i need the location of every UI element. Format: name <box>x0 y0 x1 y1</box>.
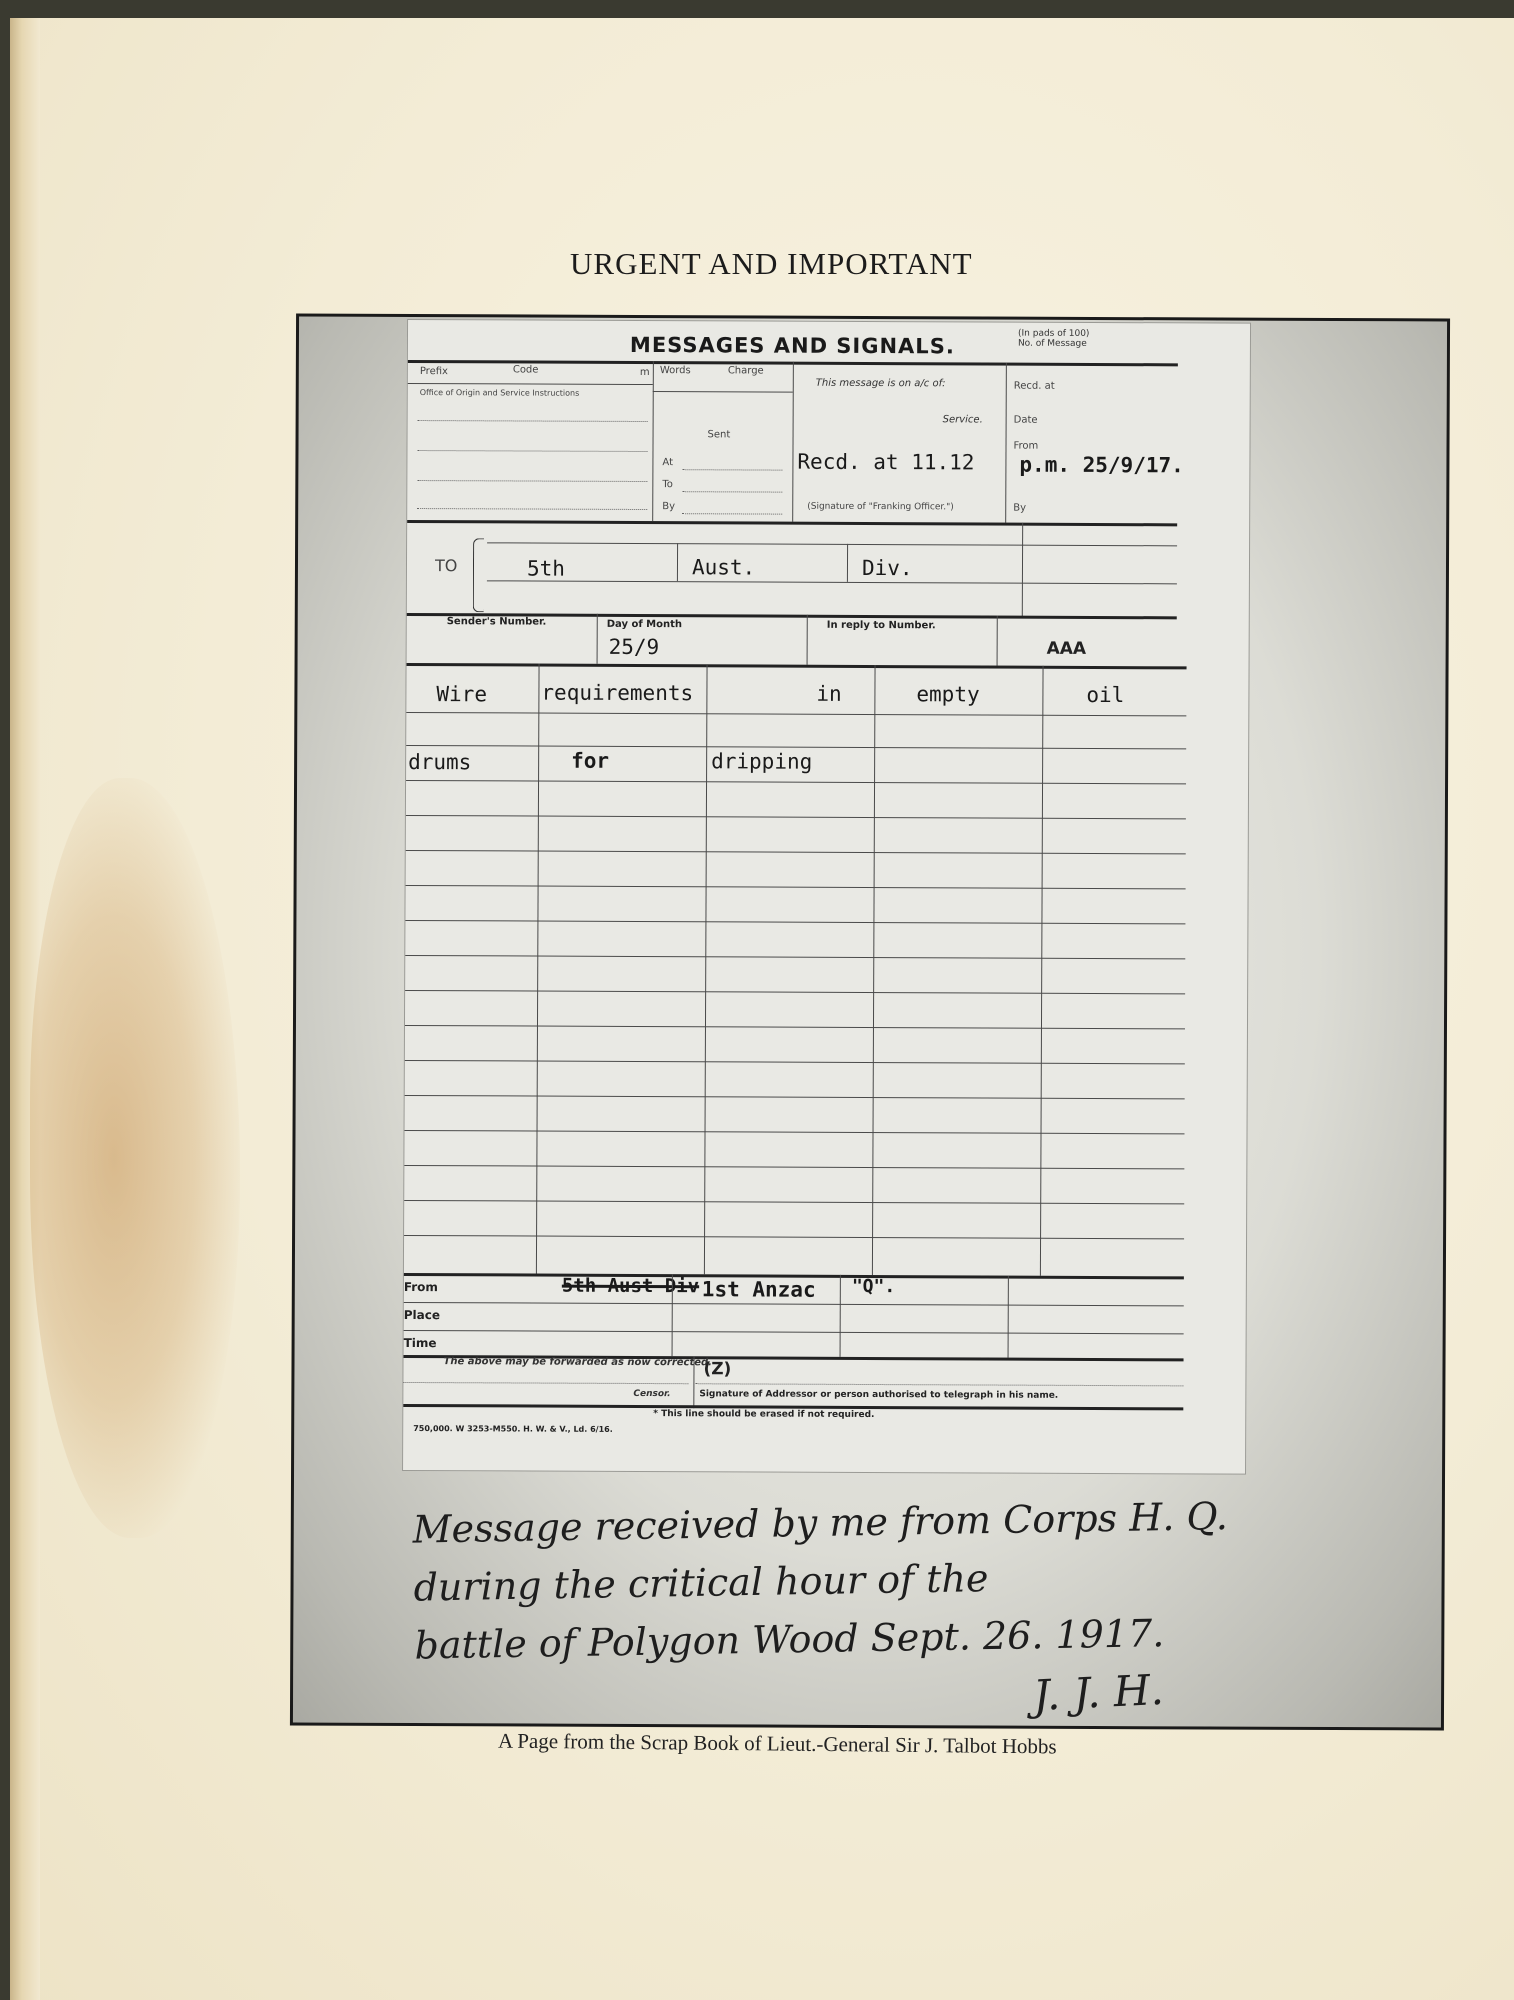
message-word-5: oil <box>1086 682 1125 708</box>
grid-line <box>997 616 998 666</box>
pads-note-text: (In pads of 100) <box>1017 328 1090 339</box>
words-label: Words <box>659 365 691 377</box>
grid-line <box>1022 523 1023 618</box>
dotted-line <box>417 508 647 510</box>
by-label: By <box>662 501 676 513</box>
body-line <box>406 850 1186 854</box>
grid-line <box>704 664 708 1274</box>
date-label: Date <box>1013 414 1038 426</box>
message-word-6: drums <box>408 749 472 775</box>
grid-line <box>1040 666 1044 1276</box>
senders-number-label: Sender's Number. <box>446 616 547 628</box>
aaa-label: AAA <box>1046 638 1087 659</box>
from-value: 1st Anzac <box>701 1277 816 1302</box>
grid-line <box>672 1274 673 1356</box>
message-word-2: requirements <box>541 680 694 706</box>
charge-label: Charge <box>727 365 764 377</box>
handwritten-initials: J. J. H. <box>1031 1664 1165 1721</box>
grid-line <box>1008 1276 1009 1358</box>
dotted-line <box>682 491 782 492</box>
page-heading: URGENT AND IMPORTANT <box>570 246 973 281</box>
body-line <box>406 815 1186 819</box>
forward-note: The above may be forwarded as now corrected. <box>443 1356 713 1369</box>
section-rule <box>407 520 1177 526</box>
grid-line <box>487 542 1177 546</box>
grid-line <box>872 665 876 1275</box>
addressee-3: Div. <box>861 555 913 581</box>
by-right-label: By <box>1013 502 1027 514</box>
body-line <box>405 1060 1185 1064</box>
photo-caption: A Page from the Scrap Book of Lieut.-General Sir J. Talbot Hobbs <box>497 1728 1057 1759</box>
water-stain <box>30 778 240 1538</box>
message-form <box>402 319 1251 1475</box>
received-date: p.m. 25/9/17. <box>1019 452 1184 478</box>
no-of-message-label: No. of Message <box>1017 338 1087 349</box>
section-rule <box>407 663 1187 669</box>
censor-label: Censor. <box>633 1388 671 1400</box>
dotted-line <box>695 1383 1183 1386</box>
service-note: This message is on a/c of: <box>815 377 946 390</box>
franking-label: (Signature of "Franking Officer.") <box>807 501 954 513</box>
scrapbook-page <box>10 18 1514 2000</box>
handwritten-line-1: Message received by me from Corps H. Q. <box>412 1494 1229 1552</box>
body-line <box>405 1025 1185 1029</box>
handwritten-line-2: during the critical hour of the <box>413 1556 989 1610</box>
body-line <box>406 712 1186 716</box>
service-label: Service. <box>942 414 983 426</box>
body-line <box>406 780 1186 784</box>
sent-label: Sent <box>707 429 731 441</box>
dotted-line <box>418 420 648 422</box>
from-small-label: From <box>1013 440 1039 452</box>
handwritten-note <box>412 1487 1235 1675</box>
photo-plate <box>290 313 1450 1730</box>
addressee-1: 5th <box>526 556 565 581</box>
grid-line <box>597 614 598 664</box>
grid-line <box>536 664 540 1274</box>
body-line <box>404 1200 1184 1204</box>
dotted-line <box>682 513 782 514</box>
message-word-3: in <box>816 681 842 706</box>
z-value: (Z) <box>703 1359 732 1380</box>
message-word-1: Wire <box>436 682 488 707</box>
dotted-line <box>403 1382 688 1384</box>
to-label: TO <box>434 556 458 576</box>
handwritten-line-3: battle of Polygon Wood Sept. 26. 1917. <box>414 1611 1165 1668</box>
message-word-4: empty <box>916 682 980 707</box>
from-struck-text: 5th Aust Div <box>561 1274 700 1298</box>
grid-line <box>1005 363 1007 523</box>
at-label: At <box>662 457 674 469</box>
grid-line <box>792 362 794 522</box>
m-label: m <box>639 366 650 379</box>
body-line <box>405 955 1185 959</box>
day-of-month-label: Day of Month <box>606 618 683 631</box>
time-label: Time <box>403 1335 437 1351</box>
code-label: Code <box>512 364 539 376</box>
grid-line <box>653 391 793 393</box>
from-q: "Q". <box>851 1275 896 1298</box>
day-of-month-value: 25/9 <box>608 634 660 660</box>
print-code: 750,000. W 3253-M550. H. W. & V., Ld. 6/16. <box>413 1424 613 1434</box>
erase-note: * This line should be erased if not required. <box>653 1409 875 1421</box>
from-label: From <box>403 1279 438 1295</box>
to-bracket <box>473 538 484 612</box>
message-word-7: for <box>571 748 610 773</box>
in-reply-label: In reply to Number. <box>826 619 936 632</box>
body-line <box>405 920 1185 924</box>
grid-line <box>847 544 848 582</box>
prefix-label: Prefix <box>419 366 448 378</box>
body-line <box>405 990 1185 994</box>
message-word-8: dripping <box>711 749 813 774</box>
received-time: Recd. at 11.12 <box>797 449 975 475</box>
grid-line <box>677 543 678 581</box>
grid-line <box>807 615 808 665</box>
dotted-line <box>417 450 647 452</box>
signature-note: Signature of Addressor or person authorised to telegraph in his name. <box>699 1389 1059 1401</box>
pads-note <box>1018 329 1090 349</box>
recd-at-label: Recd. at <box>1013 380 1055 392</box>
body-line <box>405 1130 1185 1134</box>
grid-line <box>404 1302 1184 1306</box>
dotted-line <box>682 469 782 470</box>
grid-line <box>487 580 1177 584</box>
dotted-line <box>417 480 647 482</box>
to-small-label: To <box>662 479 673 491</box>
office-label: Office of Origin and Service Instructions <box>419 388 580 398</box>
place-label: Place <box>403 1307 441 1323</box>
grid-line <box>693 1356 694 1408</box>
body-line <box>406 885 1186 889</box>
form-title: MESSAGES AND SIGNALS. <box>629 332 955 359</box>
body-line <box>405 1095 1185 1099</box>
grid-line <box>408 383 653 385</box>
body-line <box>404 1235 1184 1239</box>
addressee-2: Aust. <box>691 555 756 580</box>
body-line <box>404 1165 1184 1169</box>
grid-line <box>404 1330 1184 1334</box>
grid-line <box>840 1275 841 1357</box>
